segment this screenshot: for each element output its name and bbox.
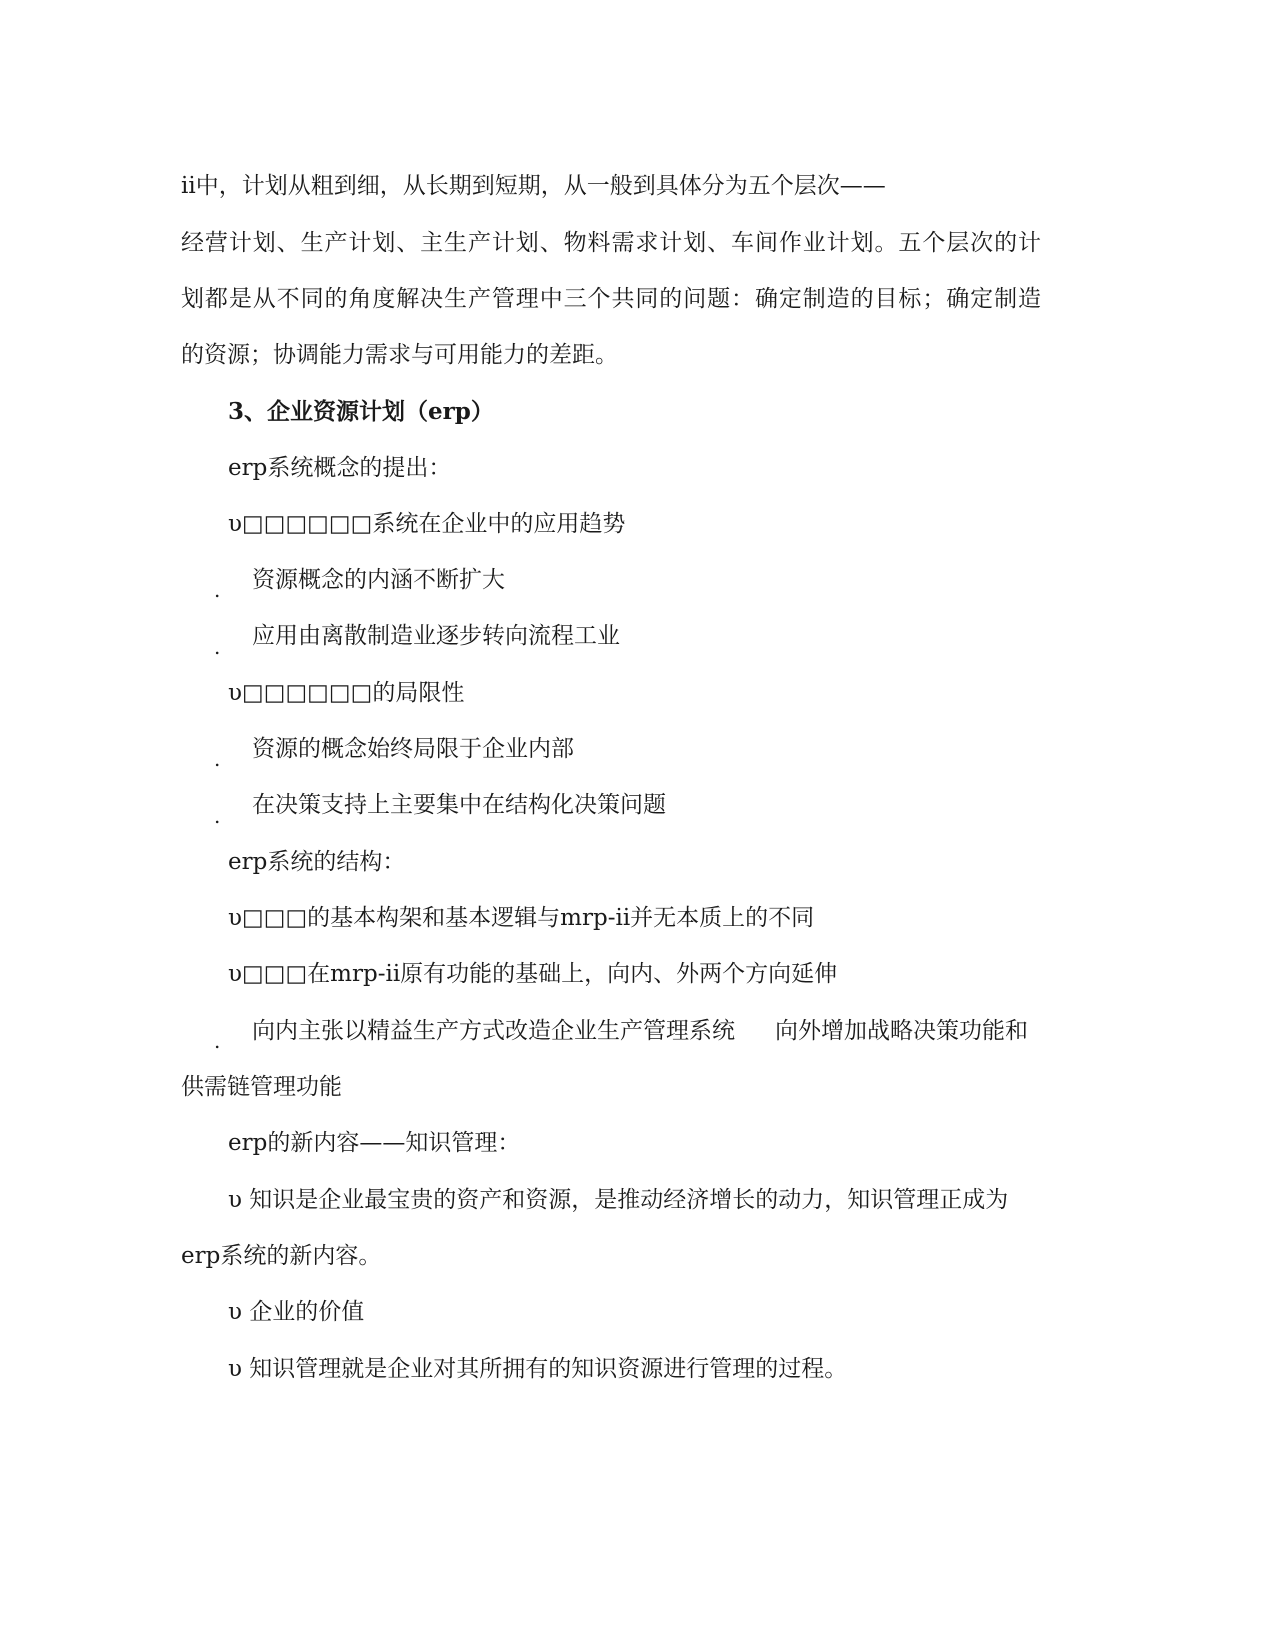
structure-item: υ□□□在mrp-ii原有功能的基础上，向内、外两个方向延伸 [228,961,838,987]
paragraph-line: 划都是从不同的角度解决生产管理中三个共同的问题：确定制造的目标；确定制造 [181,286,1041,312]
bullet-dot: . [214,747,221,771]
bullet-dot: . [214,804,221,828]
concept-subheading: υ□□□□□□系统在企业中的应用趋势 [228,511,626,537]
knowledge-item: υ 知识管理就是企业对其所拥有的知识资源进行管理的过程。 [228,1356,848,1382]
bullet-item: 资源的概念始终局限于企业内部 [252,736,574,762]
structure-title: erp系统的结构： [228,849,406,875]
bullet-dot: . [214,578,221,602]
paragraph-line: 的资源；协调能力需求与可用能力的差距。 [181,342,618,368]
bullet-item: 资源概念的内涵不断扩大 [252,567,505,593]
knowledge-item: υ 企业的价值 [228,1299,365,1325]
paragraph-line: erp系统的新内容。 [181,1243,382,1269]
knowledge-title: erp的新内容——知识管理： [228,1130,521,1156]
structure-item: υ□□□的基本构架和基本逻辑与mrp-ii并无本质上的不同 [228,905,815,931]
bullet-dot: . [214,1029,221,1053]
bullet-item: 在决策支持上主要集中在结构化决策问题 [252,792,666,818]
paragraph-line: ii中，计划从粗到细，从长期到短期，从一般到具体分为五个层次—— [181,173,886,199]
bullet-item: 应用由离散制造业逐步转向流程工业 [252,623,620,649]
knowledge-item: υ 知识是企业最宝贵的资产和资源，是推动经济增长的动力，知识管理正成为 [228,1187,1009,1213]
section-heading: 3、企业资源计划（erp） [228,398,494,425]
concept-title: erp系统概念的提出： [228,455,452,481]
concept-subheading: υ□□□□□□的局限性 [228,680,465,706]
paragraph-line: 经营计划、生产计划、主生产计划、物料需求计划、车间作业计划。五个层次的计 [181,230,1041,256]
bullet-item: 向内主张以精益生产方式改造企业生产管理系统 [252,1018,735,1044]
paragraph-line: 供需链管理功能 [181,1074,342,1100]
bullet-item-continued: 向外增加战略决策功能和 [775,1018,1028,1044]
bullet-dot: . [214,635,221,659]
